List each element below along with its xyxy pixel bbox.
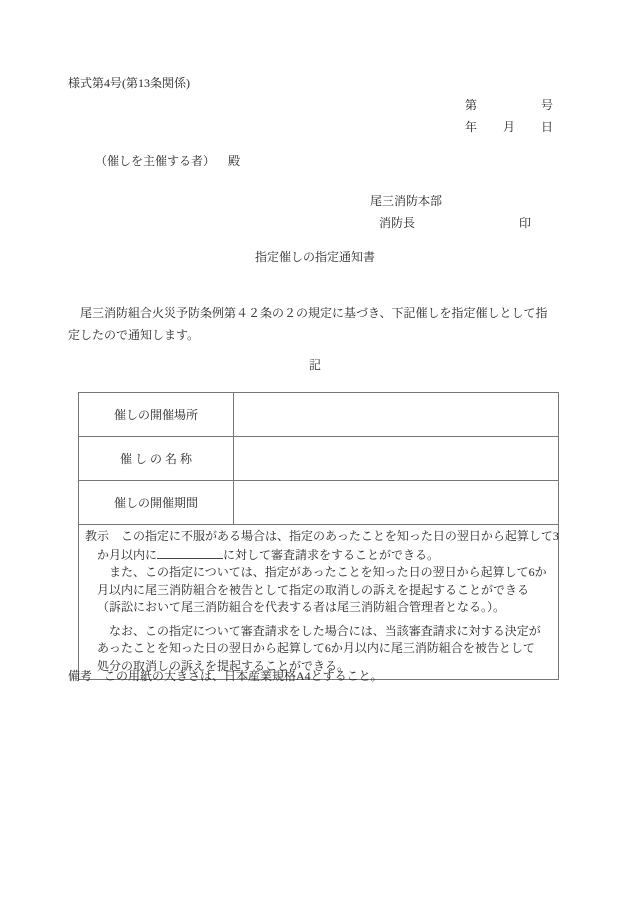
table-row-name [79, 437, 559, 481]
doc-number-prefix: 第 [465, 98, 478, 112]
remark-note: 備考 この用紙の大きさは、日本産業規格A4とすること。 [68, 669, 383, 683]
date-year-label: 年 [465, 120, 478, 134]
event-name-label: 催 し の 名 称 [79, 437, 234, 481]
document-title: 指定催しの指定通知書 [254, 250, 375, 264]
event-details-table [78, 392, 559, 680]
date-month-label: 月 [502, 120, 515, 134]
period-value [234, 481, 559, 525]
addressee-line [95, 152, 240, 169]
blank-underline-field [157, 546, 223, 559]
kyoji-line-6: なお、この指定について審査請求をした場合には、当該審査請求に対する決定が [109, 623, 541, 638]
venue-value [234, 393, 559, 437]
body-line-1: 尾三消防組合火災予防条例第４２条の２の規定に基づき、下記催しを指定催しとして指 [68, 306, 548, 320]
seal-placeholder: 印 [518, 216, 531, 230]
sender-title-line [379, 214, 531, 231]
kyoji-line-7: あったことを知った日の翌日から起算して6か月以内に尾三消防組合を被告として [97, 641, 535, 655]
sender-organization: 尾三消防本部 [370, 194, 443, 208]
doc-number-suffix: 号 [540, 98, 553, 112]
body-line-2: 定したので通知します。 [68, 328, 200, 342]
table-row-venue [79, 393, 559, 437]
venue-label: 催しの開催場所 [79, 393, 234, 437]
period-label: 催しの開催期間 [79, 481, 234, 525]
table-row-kyoji [79, 525, 559, 680]
appeal-instructions [79, 525, 559, 680]
kyoji-line-4: 月以内に尾三消防組合を被告として指定の取消しの訴えを提起することができる [97, 582, 530, 597]
addressee-label: （催しを主催する者） [95, 154, 216, 168]
document-number-line [465, 96, 553, 113]
kyoji-line-2-post: に対して審査請求をすることができる。 [223, 547, 440, 562]
date-line [465, 118, 553, 135]
sender-title: 消防長 [379, 216, 416, 230]
table-row-period [79, 481, 559, 525]
kyoji-line-8: 処分の取消しの訴えを提起することができる。 [97, 658, 350, 673]
ki-heading: 記 [308, 358, 321, 372]
addressee-honorific: 殿 [228, 154, 241, 168]
body-paragraph [68, 302, 568, 346]
kyoji-line-2-pre: か月以内に [97, 547, 158, 562]
kyoji-line-5: （訴訟において尾三消防組合を代表する者は尾三消防組合管理者となる。）。 [97, 600, 506, 614]
kyoji-line-1: 教示 この指定に不服がある場合は、指定のあったことを知った日の翌日から起算して3 [85, 529, 559, 543]
form-number: 様式第4号(第13条関係) [68, 76, 190, 90]
kyoji-line-3: また、この指定については、指定があったことを知った日の翌日から起算して6か [109, 565, 547, 579]
date-day-label: 日 [540, 120, 553, 134]
kyoji-line-2 [85, 546, 552, 565]
event-name-value [234, 437, 559, 481]
